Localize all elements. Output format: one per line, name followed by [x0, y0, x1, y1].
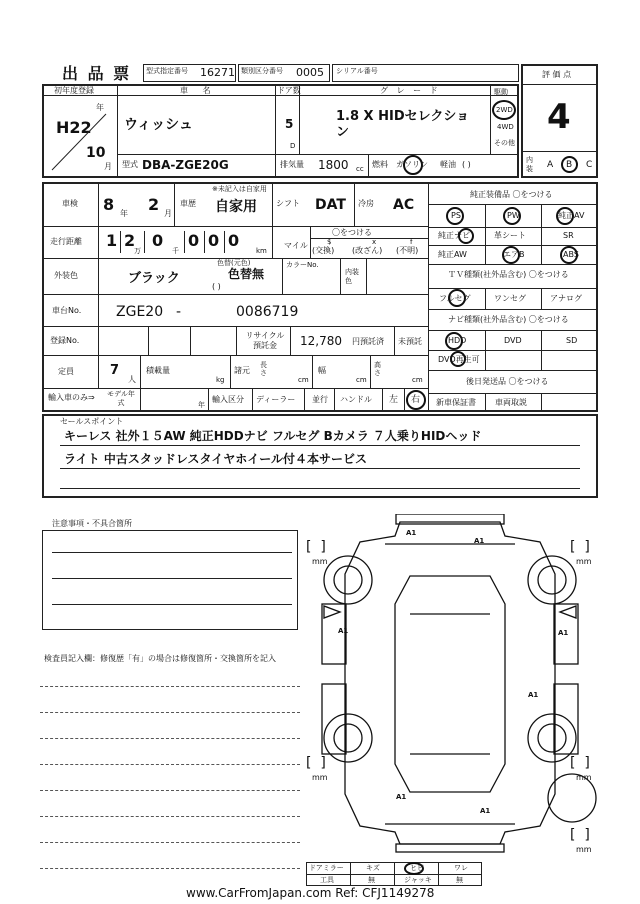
equip-sr: SR: [563, 231, 574, 240]
displacement-value: 1800: [318, 158, 349, 172]
grade-line2: ン: [336, 125, 350, 140]
equip-ps-circle: [446, 207, 464, 225]
damage-mark-rear-right: A1: [528, 691, 539, 699]
mileage-circle-note: 〇をつける: [332, 228, 372, 237]
shaken-month-unit: 月: [164, 209, 172, 218]
damage-mark-left: A1: [338, 627, 349, 635]
tire-bracket-rr: [ ]: [570, 755, 590, 771]
sales-line1: キーレス 社外１５AW 純正HDDナビ フルセグ Bカメラ ７人乗りHIDヘッド: [64, 429, 482, 443]
sales-line2: ライト 中古スタッドレスタイヤホイール付４本サービス: [64, 452, 367, 466]
score-label: 評 価 点: [542, 70, 572, 79]
type-label: 型式: [122, 160, 138, 169]
mileage-label: 走行距離: [50, 237, 82, 246]
equip-airbag: エアB: [503, 250, 525, 259]
import-label: 輸入車のみ⇒: [48, 393, 95, 402]
nav-sd: SD: [566, 336, 578, 345]
class-no-label: 類別区分番号: [241, 67, 283, 75]
doors-label: ドア数: [277, 86, 301, 95]
displacement-unit: cc: [356, 165, 364, 173]
form-title: 出 品 票: [62, 64, 132, 83]
shaken-year-unit: 年: [120, 209, 128, 218]
model-year-unit: 年: [198, 401, 205, 409]
interior-grade-a: A: [547, 160, 554, 170]
drive-other: その他: [494, 139, 515, 147]
height-label: 高さ: [374, 361, 381, 377]
interior-label: 内装: [526, 156, 533, 173]
interior-grade-circle: [561, 156, 578, 173]
doors-unit: D: [290, 142, 296, 150]
car-damage-diagram: [300, 514, 610, 854]
handle-right: 右: [411, 395, 421, 405]
mileage-unit: km: [256, 247, 267, 255]
shaken-label: 車検: [62, 199, 78, 208]
mileage-digit-1: 1: [106, 231, 118, 250]
after-title: 後日発送品 〇をつける: [466, 377, 549, 386]
tire-mm-spare: mm: [576, 845, 592, 854]
damage-mark-front: A1: [406, 529, 417, 537]
recycle-unpaid: 未預託: [398, 337, 422, 346]
parallel-option: 並行: [312, 395, 328, 404]
legend-crack: ヒビ: [410, 864, 424, 872]
legend-jack: ジャッキ: [404, 876, 432, 884]
model-cert-label: 型式指定番号: [146, 67, 188, 75]
capacity-unit: 人: [128, 375, 136, 384]
drive-4wd: 4WD: [497, 123, 514, 131]
mileage-digit-5: 0: [208, 231, 220, 250]
exchange-mark: $: [327, 238, 332, 246]
first-reg-slash: [48, 110, 110, 174]
grade-line1: 1.8 X HIDセレクショ: [336, 109, 470, 124]
import-class-label: 輸入区分: [212, 395, 244, 404]
chassis-number: 0086719: [236, 304, 299, 320]
dims-label: 諸元: [234, 366, 250, 375]
chassis-model: ZGE20: [116, 304, 164, 320]
tv-analog: アナログ: [550, 294, 582, 303]
color-value: ブラック: [128, 271, 180, 286]
dvd-playback-circle: [450, 351, 466, 367]
handle-label: ハンドル: [340, 395, 372, 404]
repaint-paren: ( ): [212, 282, 221, 291]
length-unit: cm: [298, 376, 309, 384]
after-warranty: 新車保証書: [436, 398, 476, 407]
mileage-digit-4: 0: [188, 231, 200, 250]
first-reg-year-unit: 年: [96, 103, 104, 112]
legend-tools-value: 無: [368, 876, 375, 884]
shift-value: DAT: [315, 197, 346, 213]
regno-label: 登録No.: [50, 336, 80, 345]
first-reg-label: 初年度登録: [54, 86, 94, 95]
tire-bracket-rl: [ ]: [306, 755, 326, 771]
dvd-playback: DVD再生可: [438, 355, 480, 364]
unknown-mark: f: [410, 238, 413, 246]
sales-label: セールスポイント: [60, 417, 124, 426]
damage-mark-front-right: A1: [474, 537, 485, 545]
tv-fullseg-circle: [448, 289, 466, 307]
equip-av: 純正AV: [558, 211, 585, 220]
drive-label: 駆動: [494, 88, 508, 96]
legend-scratch: キズ: [366, 864, 380, 872]
repaint-value: 色替無: [228, 267, 265, 281]
car-name: ウィッシュ: [124, 117, 193, 133]
legend-crack-circle: [404, 862, 424, 875]
tire-bracket-fr: [ ]: [570, 539, 590, 555]
fuel-paren: ( ): [462, 160, 471, 169]
interior-color-label: 内装色: [345, 268, 359, 285]
watermark-ref: www.CarFromJapan.com Ref: CFJ1149278: [186, 886, 435, 900]
equip-pw-circle: [503, 207, 521, 225]
unknown-label: (不明): [396, 246, 419, 255]
class-number: 0005: [296, 66, 324, 79]
caution-label: 注意事項・不具合箇所: [52, 519, 132, 528]
tire-mm-rr: mm: [576, 773, 592, 782]
displacement-label: 排気量: [280, 160, 304, 169]
history-label: 車歴: [180, 199, 196, 208]
legend-jack-value: 無: [456, 876, 463, 884]
first-reg-era: H22: [56, 118, 92, 137]
width-label: 幅: [318, 366, 326, 375]
type-value: DBA-ZGE20G: [142, 158, 229, 172]
mileage-man-unit: 万: [134, 247, 141, 255]
interior-grade-c: C: [586, 160, 593, 170]
mileage-digit-6: 0: [228, 231, 240, 250]
legend-tools: 工具: [320, 876, 334, 884]
equip-abs-circle: [560, 246, 578, 264]
color-no-label: カラーNo.: [286, 261, 319, 269]
ac-value: AC: [393, 197, 415, 213]
caution-box: [42, 530, 298, 630]
recycle-paid: 円預託済: [352, 337, 384, 346]
equip-navi: 純正ナビ: [438, 231, 470, 240]
mile-label: マイル: [284, 241, 308, 250]
nav-dvd: DVD: [504, 336, 522, 345]
fuel-label: 燃料: [372, 160, 388, 169]
equip-aw: 純正AW: [438, 250, 467, 259]
equip-navi-circle: [458, 228, 474, 244]
tv-title: ＴＶ種類(社外品含む) 〇をつける: [448, 270, 569, 279]
handle-right-circle: [406, 390, 426, 410]
fuel-gasoline: ガソリン: [396, 160, 428, 169]
equip-av-circle: [556, 207, 574, 225]
chassis-dash: -: [176, 304, 182, 320]
serial-label: シリアル番号: [336, 67, 378, 75]
tv-oneseg: ワンセグ: [494, 294, 526, 303]
dealer-option: ディーラー: [256, 395, 296, 404]
exchange-label: (交換): [312, 246, 335, 255]
height-unit: cm: [412, 376, 423, 384]
grade-label: グ レ ー ド: [380, 86, 441, 95]
tire-mm-rl: mm: [312, 773, 328, 782]
drive-2wd-circle: [492, 100, 516, 120]
width-unit: cm: [356, 376, 367, 384]
load-label: 積載量: [146, 366, 170, 375]
equip-ps: PS: [451, 211, 461, 220]
recycle-label: リサイクル預託金: [245, 331, 285, 350]
handle-left: 左: [389, 395, 399, 405]
tire-bracket-spare: [ ]: [570, 827, 590, 843]
recycle-value: 12,780: [300, 334, 342, 348]
inspector-label: 検査員記入欄：修復歴「有」の場合は修復箇所・交換箇所を記入: [44, 654, 276, 663]
fuel-gasoline-circle: [403, 155, 423, 175]
tire-mm-fr: mm: [576, 557, 592, 566]
legend-mirror: ドアミラー: [309, 864, 344, 872]
mileage-digit-2: 2: [124, 231, 136, 250]
model-year-label: モデル年式: [107, 390, 135, 407]
length-label: 長さ: [260, 361, 267, 377]
capacity-value: 7: [110, 363, 120, 378]
modified-mark: x: [372, 238, 377, 246]
color-label: 外装色: [54, 271, 78, 280]
equip-leather: 革シート: [494, 231, 526, 240]
repaint-label: 色替(元色): [217, 259, 251, 267]
legend-break: ワレ: [454, 864, 468, 872]
capacity-label: 定員: [58, 367, 74, 376]
after-manual: 車両取説: [495, 398, 527, 407]
model-cert-number: 16271: [200, 66, 235, 79]
unregistered-note: ※未記入は自家用: [212, 185, 267, 193]
mileage-sen-unit: 千: [172, 247, 179, 255]
shaken-year: 8: [103, 195, 115, 214]
nav-title: ナビ種類(社外品含む) 〇をつける: [448, 315, 569, 324]
doors-value: 5: [285, 117, 294, 131]
equipment-title: 純正装備品 〇をつける: [470, 190, 553, 199]
nav-hdd-circle: [445, 332, 463, 350]
usage-value: 自家用: [215, 199, 257, 215]
load-unit: kg: [216, 376, 225, 384]
drive-2wd: 2WD: [496, 106, 513, 114]
tire-mm-fl: mm: [312, 557, 328, 566]
car-name-label: 車 名: [180, 86, 217, 95]
shaken-month: 2: [148, 195, 160, 214]
nav-hdd: HDD: [448, 336, 467, 345]
shift-label: シフト: [276, 199, 300, 208]
fuel-diesel: 軽油: [440, 160, 456, 169]
equip-pw: PW: [507, 211, 520, 220]
damage-mark-right: A1: [558, 629, 569, 637]
damage-mark-rear-bumper: A1: [480, 807, 491, 815]
ac-label: 冷房: [358, 199, 374, 208]
damage-mark-rear: A1: [396, 793, 407, 801]
first-reg-month-unit: 月: [104, 162, 112, 171]
modified-label: (改ざん): [352, 246, 383, 255]
tv-fullseg: フルセグ: [439, 294, 471, 303]
equip-abs: ABS: [563, 250, 579, 259]
first-reg-month: 10: [86, 145, 106, 161]
chassis-label: 車台No.: [52, 306, 82, 315]
interior-grade-b: B: [566, 160, 573, 170]
equip-airbag-circle: [502, 246, 520, 264]
score-value: 4: [547, 97, 571, 137]
mileage-digit-3: 0: [152, 231, 164, 250]
tire-bracket-fl: [ ]: [306, 539, 326, 555]
